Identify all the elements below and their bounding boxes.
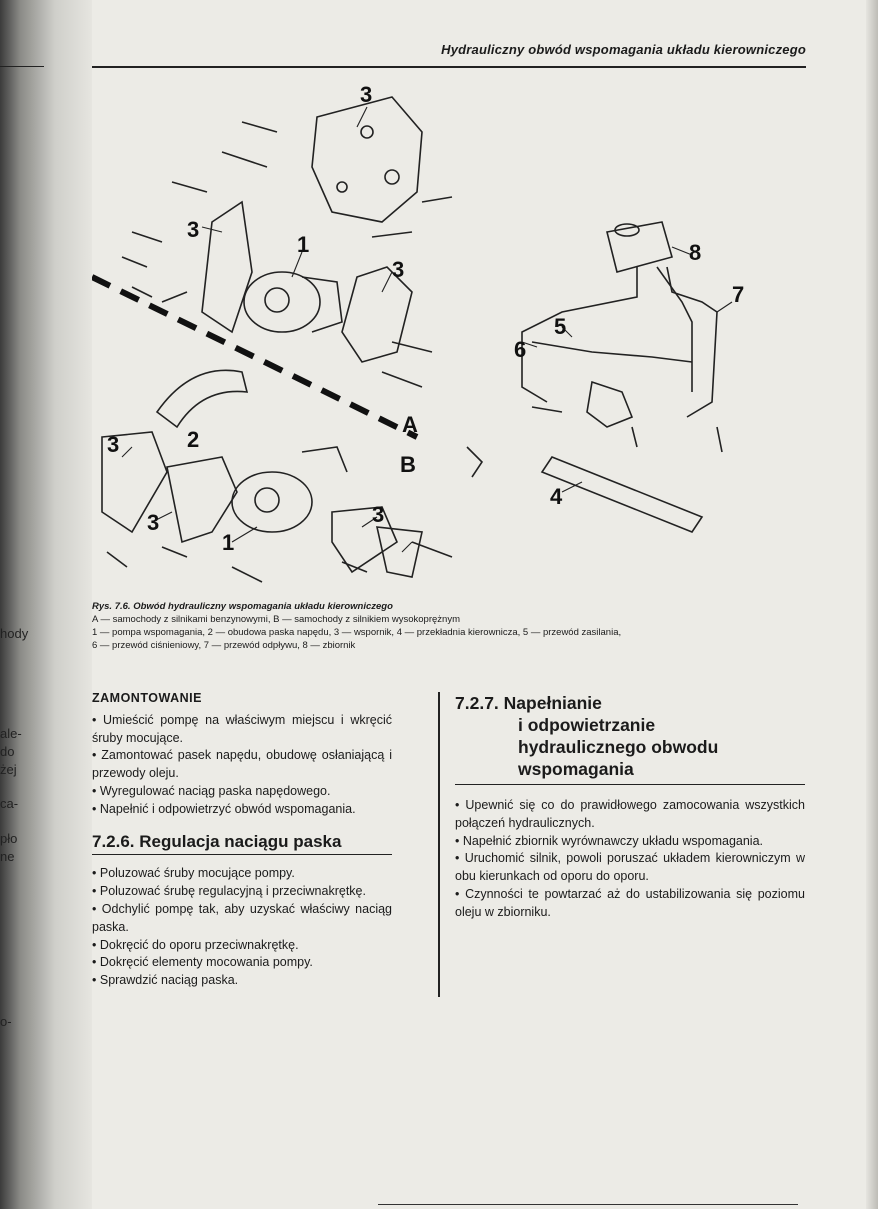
pump-drawing	[244, 272, 320, 332]
column-divider	[438, 692, 440, 997]
belt-steps-list	[92, 865, 392, 990]
list-item: • Czynności te powtarzać aż do ustabilizowania się poziomu oleju w zbiorniku.	[455, 886, 805, 922]
section-title-line: i odpowietrzanie	[518, 715, 656, 735]
list-item: • Zamontować pasek napędu, obudowę osłaniającą i przewody oleju.	[92, 747, 392, 783]
section-title-bleeding	[455, 692, 805, 785]
callout-label: 8	[689, 240, 702, 265]
callout-label: 3	[392, 257, 405, 282]
gutter-fragment: do	[0, 744, 15, 759]
bracket-drawing	[312, 97, 422, 222]
mount-steps-list	[92, 712, 392, 819]
list-item: • Dokręcić do oporu przeciwnakrętkę.	[92, 937, 392, 955]
section-title-line: Napełnianie	[503, 693, 602, 713]
callout-label: 1	[222, 530, 235, 555]
callout-label: B	[400, 452, 416, 477]
list-item: • Wyregulować naciąg paska napędowego.	[92, 783, 392, 801]
steering-rack-drawing	[542, 457, 702, 532]
belt-cover-drawing	[157, 370, 247, 427]
list-item: • Napełnić zbiornik wyrównawczy układu wspomagania.	[455, 833, 805, 851]
list-item: • Dokręcić elementy mocowania pompy.	[92, 954, 392, 972]
list-item: • Upewnić się co do prawidłowego zamocowania wszystkich połączeń hydraulicznych.	[455, 797, 805, 833]
list-item: • Poluzować śrubę regulacyjną i przeciwnakrętkę.	[92, 883, 392, 901]
bottom-rule	[378, 1204, 798, 1205]
list-item: • Napełnić i odpowietrzyć obwód wspomagania.	[92, 801, 392, 819]
callout-label: 1	[297, 232, 310, 257]
callout-label: A	[402, 412, 418, 437]
gutter-fragment: żej	[0, 762, 17, 777]
caption-title: Rys. 7.6. Obwód hydrauliczny wspomagania układu kierowniczego	[92, 601, 393, 612]
left-column	[92, 690, 392, 990]
callout-label: 2	[187, 427, 200, 452]
figure-hydraulic-circuit	[92, 72, 822, 602]
gutter-fragment: ale-	[0, 726, 22, 741]
callout-label: 3	[187, 217, 200, 242]
section-title-line: wspomagania	[518, 759, 634, 779]
header-rule	[92, 66, 806, 68]
section-title-belt-tension: 7.2.6. Regulacja naciągu paska	[92, 833, 392, 856]
page-right-edge	[866, 0, 878, 1209]
page-gutter-shadow	[0, 0, 92, 1209]
list-item: • Umieścić pompę na właściwym miejscu i wkręcić śruby mocujące.	[92, 712, 392, 748]
gutter-fragment: o-	[0, 1014, 12, 1029]
list-item: • Uruchomić silnik, powoli poruszać układem kierowniczym w obu kierunkach od oporu do oporu.	[455, 850, 805, 886]
gutter-fragment: ne	[0, 849, 15, 864]
section-number: 7.2.7.	[455, 693, 499, 713]
list-item: • Sprawdzić naciąg paska.	[92, 972, 392, 990]
callout-label: 6	[514, 337, 527, 362]
pump-drawing	[232, 472, 312, 532]
gutter-fragment: hody	[0, 626, 29, 641]
caption-line: 6 — przewód ciśnieniowy, 7 — przewód odpływu, 8 — zbiornik	[92, 640, 356, 651]
bracket-drawing	[202, 202, 252, 332]
gutter-fragment: pło	[0, 831, 18, 846]
bleeding-steps-list	[455, 797, 805, 922]
running-head: Hydrauliczny obwód wspomagania układu kierowniczego	[441, 42, 806, 57]
right-column	[455, 692, 805, 922]
callout-label: 3	[360, 82, 373, 107]
callout-label: 3	[372, 502, 385, 527]
callout-label: 7	[732, 282, 745, 307]
callout-label: 3	[147, 510, 160, 535]
callout-label: 5	[554, 314, 567, 339]
callout-label: 3	[107, 432, 120, 457]
callout-label: 4	[550, 484, 563, 509]
caption-line: A — samochody z silnikami benzynowymi, B — samochody z silnikiem wysokoprężnym	[92, 614, 460, 625]
list-item: • Odchylić pompę tak, aby uzyskać właściwy naciąg paska.	[92, 901, 392, 937]
gutter-fragment: ca-	[0, 796, 19, 811]
section-title-line: hydraulicznego obwodu	[518, 737, 719, 757]
caption-line: 1 — pompa wspomagania, 2 — obudowa paska napędu, 3 — wspornik, 4 — przekładnia kierownicza, 5 — przewód zasilania,	[92, 627, 622, 638]
list-item: • Poluzować śruby mocujące pompy.	[92, 865, 392, 883]
section-divider-line	[92, 277, 417, 437]
gutter-rule	[0, 66, 44, 67]
figure-caption	[92, 600, 812, 652]
mount-subheading: ZAMONTOWANIE	[92, 691, 202, 705]
